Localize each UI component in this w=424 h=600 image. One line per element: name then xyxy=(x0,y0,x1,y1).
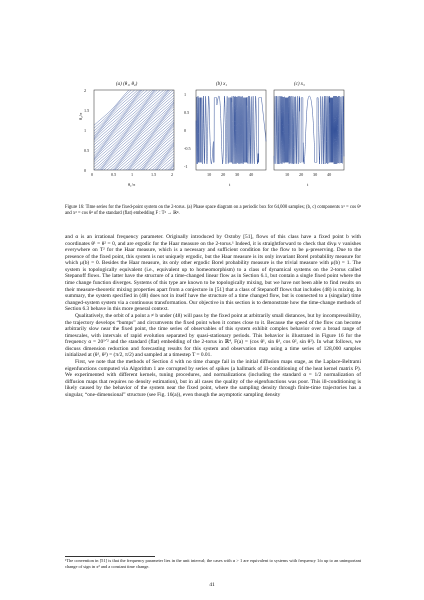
panel-b-title: (b) x₁ xyxy=(216,82,228,87)
panel-b-x-tick-0: 10 xyxy=(207,172,212,177)
panel-c-xlabel: t xyxy=(307,182,309,187)
panel-a-x-tick-1: 0.5 xyxy=(111,172,117,177)
panel-a-y-tick-3: 1.5 xyxy=(84,108,90,113)
panel-b-x-tick-2: 30 xyxy=(235,172,240,177)
paragraph-2: Qualitatively, the orbit of a point a ≠ b under (48) will pass by the fixed point at arbitrarily small distances, but by incompressibility, the trajectory develops “bumps” and circumvents the fixed point when it comes close to it. Because the speed of the flow can become arbitrarily slow near the fixed point, the time series of observables of this system exhibit complex behavior over a broad range of timescales, with intervals of rapid evolution separated by quasi-stationary periods. This behavior is illustrated in Figure 16 for the frequency α = 20¹ᐟ² and the standard (flat) embedding of the 2-torus in ℝ⁴, F(a) = (cos θ¹, sin θ¹, cos θ², sin θ²). In what follows, we discuss dimension reduction and forecasting results for this system and observation map using a time series of 128,000 samples initialized at (θ¹, θ²) = (π/2, π/2) and sampled at a timestep T = 0.01. xyxy=(65,312,361,359)
panel-b-y-tick-1: -0.5 xyxy=(184,146,191,151)
figure-caption: Figure 16: Time series for the fixed-point system on the 2-torus. (a) Phase space diagram on a periodic box for 64,000 samples; (b, c) components x¹ = cos θ¹ and x³ = cos θ² of the standard (flat) embedding F : T² → ℝ⁴. xyxy=(65,205,361,217)
paragraph-3: First, we note that the methods of Section 4 with no time change fail in the initial diffusion maps stage, as the Laplace-Beltrami eigenfunctions computed via Algorithm 1 are corrupted by series of spikes (a hallmark of ill-conditioning of the heat kernel matrix P). We experimented with different kernels, tuning procedures, and normalizations (including the standard α = 1/2 normalization of diffusion maps that requires no density estimation), but in all cases the quality of the eigenfunctions was poor. This ill-conditioning is likely caused by the behavior of the system near the fixed point, where the sampling density through finite-time trajectories has a singular, “one-dimensional” structure (see Fig. 16(a)), even though the asymptotic sampling density xyxy=(65,358,361,398)
panel-a-x-tick-3: 1.5 xyxy=(151,172,157,177)
panel-a-xlabel: θ₁/π xyxy=(128,182,136,187)
panel-b-y-tick-2: 0 xyxy=(184,128,187,133)
figure-16 xyxy=(78,80,348,192)
panel-c-x-tick-3: 40 xyxy=(327,172,332,177)
panel-a-ylabel: θ₂/π xyxy=(78,112,83,120)
x1-timeseries-plot xyxy=(196,90,266,170)
paragraph-1: and α is an irrational frequency parameter. Originally introduced by Oxtoby [51], flows of this class have a fixed point b with coordinates θ¹ = θ² = 0, and are ergodic for the Haar measure on the 2-torus.¹ Indeed, it is straightforward to check that divμ v vanishes everywhere on T² for the Haar measure, which is a necessary and sufficient condition for the flow to be μ-preserving. Due to the presence of the fixed point, this system is not uniquely ergodic, but the Haar measure is its only invariant Borel probability measure for which μ(b) = 0. Besides the Haar measure, its only other ergodic Borel probability measure is the trivial measure with μ(b) = 1. The system is topologically equivalent (i.e., equivalent up to homeomorphism) to a class of dynamical systems on the 2-torus called Stepanoff flows. The latter have the structure of a time-changed linear flow as in Section 6.1, but contain a single fixed point where the time change function diverges. Systems of this type are known to be topologically mixing, but we have not been able to find results on their measure-theoretic mixing properties apart from a conjecture in [51] that a class of Stepanoff flows that includes (48) is mixing. In summary, the system specified in (48) does not in itself have the structure of a time changed flow, but is connected to a (singular) time changed-system system via a continuous transformation. Our objective in this section is to demonstrate how the time-change methods of Section 6.3 behave in this more general context. xyxy=(65,234,361,313)
panel-c-title: (c) x₃ xyxy=(294,82,305,87)
footnote: ¹The convention in [51] is that the frequency parameter lies in the unit interval; the cases with α > 1 are equivalent to systems with frequency 1/α up to an unimportant change of sign in x² and a constant time change. xyxy=(65,558,361,569)
panel-a-y-tick-1: 0.5 xyxy=(84,148,90,153)
x3-timeseries-plot xyxy=(274,90,344,170)
panel-a-y-tick-4: 2 xyxy=(84,88,87,93)
panel-a-x-tick-4: 2 xyxy=(171,172,174,177)
page-number: 41 xyxy=(209,582,215,588)
panel-b-x-tick-1: 20 xyxy=(221,172,226,177)
panel-a-y-tick-2: 1 xyxy=(84,128,87,133)
panel-a-x-tick-2: 1 xyxy=(131,172,134,177)
panel-c-x-tick-2: 30 xyxy=(313,172,318,177)
panel-b-xlabel: t xyxy=(229,182,231,187)
panel-c-x-tick-0: 10 xyxy=(285,172,290,177)
panel-a-x-tick-0: 0 xyxy=(91,172,94,177)
footnote-rule xyxy=(65,556,155,557)
phase-space-plot xyxy=(94,90,174,170)
body-text xyxy=(65,234,361,398)
panel-b-y-tick-0: -1 xyxy=(184,164,188,169)
panel-b-y-tick-4: 1 xyxy=(184,92,187,97)
panel-a-title: (a) (θ₁, θ₂) xyxy=(116,82,138,87)
panel-b-x-tick-3: 40 xyxy=(249,172,254,177)
panel-a-y-tick-0: 0 xyxy=(84,168,87,173)
panel-c-x-tick-1: 20 xyxy=(299,172,304,177)
panel-b-y-tick-3: 0.5 xyxy=(184,110,190,115)
